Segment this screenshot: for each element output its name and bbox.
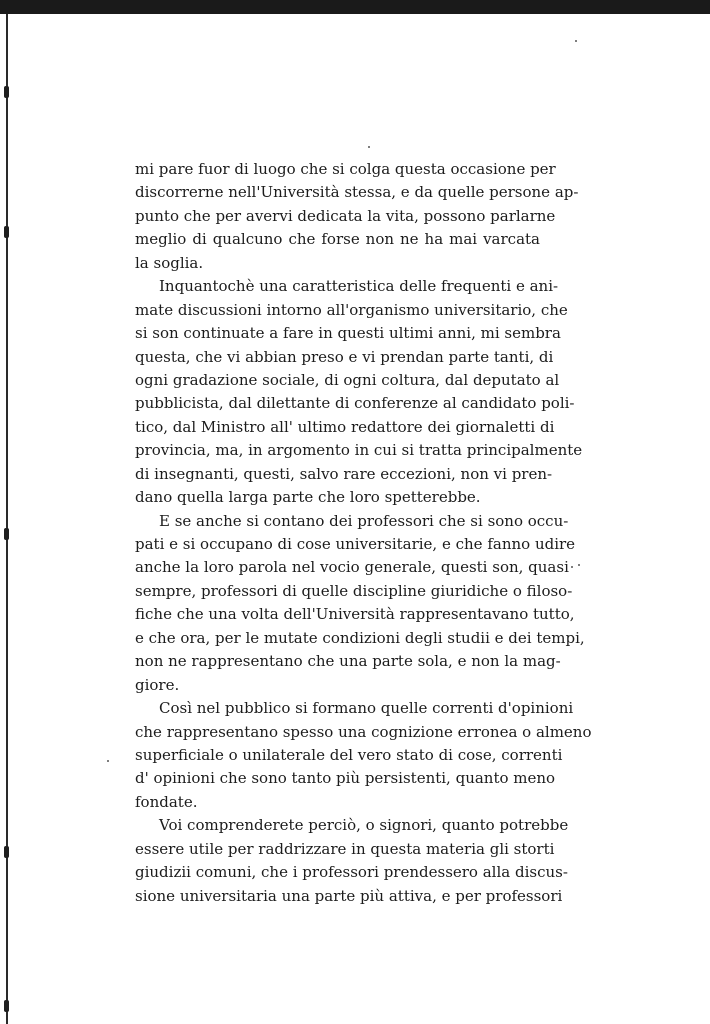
text-line: anche la loro parola nel vocio generale, questi son, quasi [135,558,569,577]
text-line: mate discussioni intorno all'organismo universitario, che [135,300,568,319]
scan-left-edge [6,14,8,1024]
text-line: giore. [135,675,180,694]
text-line: Così nel pubblico si formano quelle correnti d'opinioni [159,699,574,718]
text-line: E se anche si contano dei professori che si sono occu- [159,511,569,530]
text-line: tico, dal Ministro all' ultimo redattore dei giornaletti di [135,417,555,436]
binding-mark [4,846,9,858]
text-line: superficiale o unilaterale del vero stato di cose, correnti [135,745,563,764]
text-line: mi pare fuor di luogo che si colga questa occasione per [135,160,556,178]
text-line: essere utile per raddrizzare in questa materia gli storti [135,839,555,858]
text-line: fondate. [135,792,198,811]
page-speck [575,40,577,42]
text-line: di insegnanti, questi, salvo rare eccezioni, non vi pren- [135,464,553,483]
text-line: pati e si occupano di cose universitarie, e che fanno udire [135,535,576,553]
page-speck [368,146,370,148]
text-line: fiche che una volta dell'Università rappresentavano tutto, [135,605,575,624]
text-line: provincia, ma, in argomento in cui si tratta principalmente [135,441,583,460]
binding-mark [4,86,9,98]
page-speck [107,760,109,762]
scan-top-border [0,0,710,14]
text-line: la soglia. [135,253,204,272]
text-line: Inquantochè una caratteristica delle frequenti e ani- [159,277,559,296]
binding-mark [4,528,9,540]
text-line: che rappresentano spesso una cognizione erronea o almeno [135,722,592,741]
text-line: non ne rappresentano che una parte sola, e non la mag- [135,652,561,671]
text-line: Voi comprenderete perciò, o signori, quanto potrebbe [159,816,569,835]
text-line: sione universitaria una parte più attiva, e per professori [135,886,563,905]
text-line: dano quella larga parte che loro spetterebbe. [135,488,481,507]
text-line: meglio di qualcuno che forse non ne ha mai varcata [135,230,540,249]
text-line: si son continuate a fare in questi ultimi anni, mi sembra [135,324,561,343]
page-speck [571,566,573,568]
binding-mark [4,226,9,238]
binding-mark [4,1000,9,1012]
text-line: pubblicista, dal dilettante di conferenze al candidato poli- [135,394,575,413]
text-line: giudizii comuni, che i professori prendessero alla discus- [135,863,568,882]
page-body-text [135,158,592,908]
text-line: discorrerne nell'Università stessa, e da quelle persone ap- [135,183,579,202]
text-line: ogni gradazione sociale, di ogni coltura, dal deputato al [135,370,560,389]
page-speck [578,564,580,566]
text-line: e che ora, per le mutate condizioni degli studii e dei tempi, [135,628,585,647]
text-line: sempre, professori di quelle discipline giuridiche o filoso- [135,581,573,600]
text-line: punto che per avervi dedicata la vita, possono parlarne [135,206,556,225]
text-line: questa, che vi abbian preso e vi prendan parte tanti, di [135,347,554,366]
text-line: d' opinioni che sono tanto più persistenti, quanto meno [135,769,556,788]
